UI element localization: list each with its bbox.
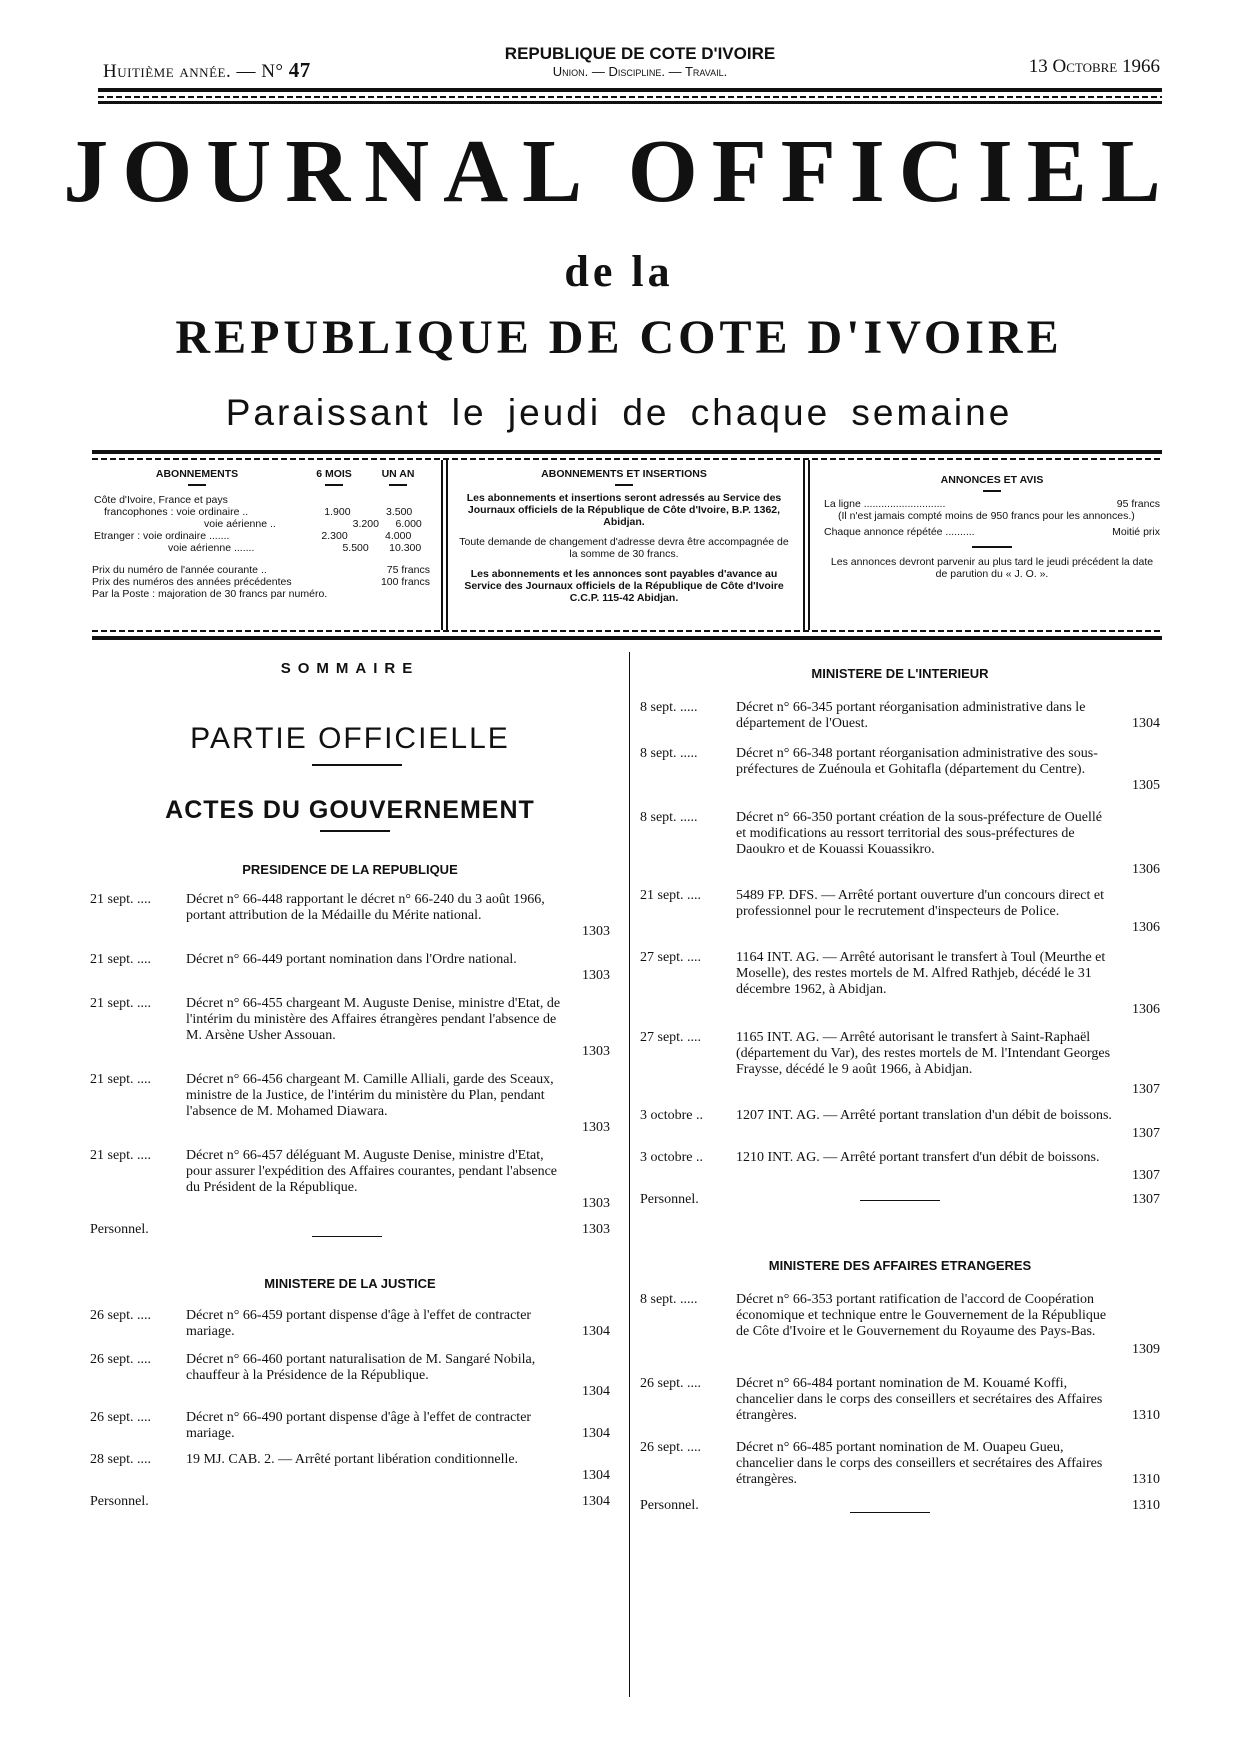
toc-entry: 26 sept. .... Décret n° 66-459 portant dispense d'âge à l'effet de contracter mariage. 1304 — [90, 1308, 610, 1339]
price-row: Prix du numéro de l'année courante .. 75 francs — [92, 564, 430, 576]
toc-entry: 21 sept. .... Décret n° 66-449 portant nomination dans l'Ordre national. 1303 — [90, 952, 610, 983]
journal-title: JOURNAL OFFICIEL — [63, 122, 1175, 221]
section-presidence: PRESIDENCE DE LA REPUBLIQUE — [242, 862, 458, 877]
sub-row: voie aérienne ....... 5.500 10.300 — [168, 542, 422, 554]
insertions-panel — [458, 468, 790, 604]
top-rule — [98, 88, 1162, 92]
price-row: Prix des numéros des années précédentes 100 francs — [92, 576, 430, 588]
section-interieur: MINISTERE DE L'INTERIEUR — [811, 666, 989, 681]
top-dashed-rule — [98, 96, 1162, 98]
box-divider-1b — [446, 460, 448, 630]
toc-entry: 26 sept. .... Décret n° 66-490 portant dispense d'âge à l'effet de contracter mariage. 1304 — [90, 1410, 610, 1441]
toc-entry: 27 sept. .... 1165 INT. AG. — Arrêté autorisant le transfert à Saint-Raphaël (département du Var), des restes mortels de M. l'Intendant Georges Fraysse, décédé le 9 août 1966, à Abidjan. 1307 — [640, 1030, 1160, 1097]
motto: Union. — Discipline. — Travail. — [552, 64, 728, 79]
year-label: Huitième année. — N° — [103, 61, 284, 82]
actes-heading: ACTES DU GOUVERNEMENT — [165, 796, 535, 824]
toc-entry: Personnel. 1307 — [640, 1192, 1160, 1207]
republic-title: REPUBLIQUE DE COTE D'IVOIRE — [175, 311, 1063, 364]
toc-entry: 26 sept. .... Décret n° 66-484 portant nomination de M. Kouamé Koffi, chancelier dans le corps des conseillers et secrétaires des Affaires étrangères. 1310 — [640, 1376, 1160, 1423]
column-divider — [629, 652, 630, 1697]
toc-entry: 21 sept. .... Décret n° 66-456 chargeant M. Camille Alliali, garde des Sceaux, ministre de la Justice, de l'intérim du ministère du Plan, pendant l'absence de M. Mohamed Diawara. 1303 — [90, 1072, 610, 1135]
toc-entry: 28 sept. .... 19 MJ. CAB. 2. — Arrêté portant libération conditionnelle. 1304 — [90, 1452, 610, 1483]
box-divider-2b — [808, 460, 810, 630]
box-divider-2 — [803, 460, 805, 630]
issue-date: 13 Octobre 1966 — [1028, 56, 1160, 77]
annonces-ligne: La ligne ............................ 95 francs — [824, 498, 1160, 510]
toc-entry: 8 sept. ..... Décret n° 66-350 portant création de la sous-préfecture de Ouellé et modifications au ressort territorial des sous-préfectures de Daoukro et de Kouassi Kouassikro. 1306 — [640, 810, 1160, 877]
issue-year — [103, 58, 311, 83]
toc-entry: 21 sept. .... Décret n° 66-457 déléguant M. Auguste Denise, ministre d'Etat, pour assurer l'expédition des Affaires courantes, pendant l'absence du Président de la République. 1303 — [90, 1148, 610, 1211]
toc-entry: 8 sept. ..... Décret n° 66-353 portant ratification de l'accord de Coopération économique et technique entre le Gouvernement de la République de Côte d'Ivoire et le Gouvernement du Royaume des Pays-Bas. 1309 — [640, 1292, 1160, 1357]
toc-entry: 21 sept. .... Décret n° 66-448 rapportant le décret n° 66-240 du 3 août 1966, portant attribution de la Médaille du Mérite national. 1303 — [90, 892, 610, 939]
subscriptions-panel — [92, 468, 430, 600]
sub-row: voie aérienne .. 3.200 6.000 — [204, 518, 422, 530]
sub-row: Etranger : voie ordinaire ....... 2.300 4.000 — [94, 530, 412, 542]
section-affaires-etrangeres: MINISTERE DES AFFAIRES ETRANGERES — [768, 1258, 1032, 1273]
toc-entry: 27 sept. .... 1164 INT. AG. — Arrêté autorisant le transfert à Toul (Meurthe et Moselle), des restes mortels de M. Alfred Rathjeb, décédé le 31 décembre 1962, à Abidjan. 1306 — [640, 950, 1160, 1017]
sub-row: Côte d'Ivoire, France et pays — [94, 494, 228, 506]
de-la: de la — [564, 247, 674, 296]
box-bottom-dashed — [92, 630, 1162, 632]
toc-entry: Personnel. 1303 — [90, 1222, 610, 1237]
insertions-heading: ABONNEMENTS ET INSERTIONS — [541, 468, 707, 480]
col-unan: UN AN — [381, 468, 415, 480]
annonces-repeat: Chaque annonce répétée .......... Moitié prix — [824, 526, 1160, 538]
box-top-dashed — [92, 458, 1162, 460]
toc-entry: 26 sept. .... Décret n° 66-485 portant nomination de M. Ouapeu Gueu, chancelier dans le corps des conseillers et secrétaires des Affaires étrangères. 1310 — [640, 1440, 1160, 1487]
section-justice: MINISTERE DE LA JUSTICE — [264, 1276, 436, 1291]
annonces-panel — [824, 474, 1160, 580]
toc-entry: Personnel. 1310 — [640, 1498, 1160, 1513]
top-rule-2 — [98, 101, 1162, 104]
annonces-deadline: Les annonces devront parvenir au plus tard le jeudi précédent la date de parution du « J. O. ». — [830, 556, 1154, 580]
tagline: Paraissant le jeudi de chaque semaine — [225, 392, 1013, 433]
republic-name: REPUBLIQUE DE COTE D'IVOIRE — [504, 44, 776, 63]
box-bottom-rule — [92, 636, 1162, 640]
partie-rule — [312, 764, 402, 766]
partie-officielle: PARTIE OFFICIELLE — [190, 722, 510, 755]
col-6mois: 6 MOIS — [316, 468, 352, 480]
republic-header — [460, 44, 820, 79]
box-top-rule — [92, 450, 1162, 454]
price-row: Par la Poste : majoration de 30 francs par numéro. — [92, 588, 328, 600]
sommaire-heading: SOMMAIRE — [280, 660, 420, 677]
toc-entry: Personnel. 1304 — [90, 1494, 610, 1509]
toc-entry: 3 octobre .. 1207 INT. AG. — Arrêté portant translation d'un débit de boissons. 1307 — [640, 1108, 1160, 1141]
subscriptions-heading: ABONNEMENTS — [155, 468, 239, 480]
actes-rule — [320, 830, 390, 832]
toc-entry: 8 sept. ..... Décret n° 66-345 portant réorganisation administrative dans le département de l'Ouest. 1304 — [640, 700, 1160, 731]
left-rule-1 — [312, 1236, 382, 1237]
insertions-p1: Les abonnements et insertions seront adressés au Service des Journaux officiels de la République de Côte d'Ivoire, B.P. 1362, Abidjan. — [466, 492, 782, 528]
toc-entry: 8 sept. ..... Décret n° 66-348 portant réorganisation administrative des sous-préfectures de Zuénoula et Gohitafla (département du Centre). 1305 — [640, 746, 1160, 793]
annonces-heading: ANNONCES ET AVIS — [940, 474, 1044, 486]
sub-row: francophones : voie ordinaire .. 1.900 3.500 — [104, 506, 413, 518]
toc-entry: 26 sept. .... Décret n° 66-460 portant naturalisation de M. Sangaré Nobila, chauffeur à la Présidence de la République. 1304 — [90, 1352, 610, 1399]
issue-number: 47 — [288, 58, 311, 82]
insertions-p3: Les abonnements et les annonces sont payables d'avance au Service des Journaux officiels de la République de Côte d'Ivoire C.C.P. 115-42 Abidjan. — [464, 568, 784, 604]
insertions-p2: Toute demande de changement d'adresse devra être accompagnée de la somme de 30 francs. — [459, 536, 789, 560]
right-rule-1 — [860, 1200, 940, 1201]
annonces-note: (Il n'est jamais compté moins de 950 francs pour les annonces.) — [838, 510, 1135, 522]
toc-entry: 21 sept. .... Décret n° 66-455 chargeant M. Auguste Denise, ministre d'Etat, de l'intérim du ministère des Affaires étrangères pendant l'absence de M. Arsène Usher Assouan. 1303 — [90, 996, 610, 1059]
box-divider-1 — [441, 460, 443, 630]
right-rule-2 — [850, 1512, 930, 1513]
toc-entry: 3 octobre .. 1210 INT. AG. — Arrêté portant transfert d'un débit de boissons. 1307 — [640, 1150, 1160, 1183]
toc-entry: 21 sept. .... 5489 FP. DFS. — Arrêté portant ouverture d'un concours direct et professionnel pour le recrutement d'inspecteurs de Police. 1306 — [640, 888, 1160, 935]
